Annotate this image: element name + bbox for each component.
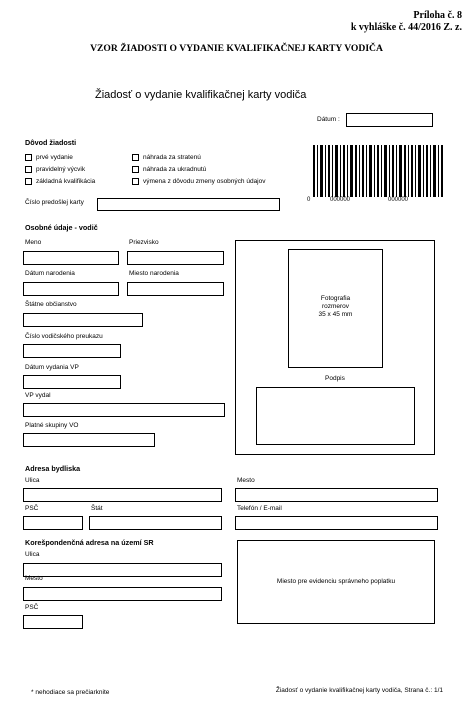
birth-date-field[interactable]	[23, 282, 119, 296]
barcode	[311, 145, 444, 197]
photo-text	[288, 295, 383, 319]
residence-street-field[interactable]	[23, 488, 222, 502]
first-name-label: Meno	[25, 239, 42, 246]
correspondence-street-label: Ulica	[25, 551, 40, 558]
checkbox-data-change[interactable]	[132, 178, 139, 185]
correspondence-section-title: Korešpondenčná adresa na území SR	[25, 538, 154, 547]
option-basic-qualification-label: základná kvalifikácia	[36, 178, 96, 185]
issued-by-label: VP vydal	[25, 392, 51, 399]
correspondence-city-label: Mesto	[25, 575, 43, 582]
option-data-change-label: výmena z dôvodu zmeny osobných údajov	[143, 178, 266, 185]
valid-groups-field[interactable]	[23, 433, 155, 447]
option-periodic-training-label: pravidelný výcvik	[36, 166, 86, 173]
form-title: Žiadosť o vydanie kvalifikačnej karty vodiča	[95, 89, 307, 101]
valid-groups-label: Platné skupiny VO	[25, 422, 79, 429]
surname-label: Priezvisko	[129, 239, 159, 246]
birth-place-field[interactable]	[127, 282, 224, 296]
signature-label: Podpis	[325, 375, 345, 382]
residence-state-label: Štát	[91, 505, 103, 512]
photo-line1: Fotografia	[320, 295, 351, 302]
barcode-group2: 000000	[388, 197, 409, 203]
residence-city-label: Mesto	[237, 477, 255, 484]
citizenship-label: Štátne občianstvo	[25, 301, 77, 308]
document-header-title: VZOR ŽIADOSTI O VYDANIE KVALIFIKAČNEJ KARTY VODIČA	[90, 43, 383, 54]
residence-zip-label: PSČ	[25, 505, 39, 512]
checkbox-replacement-stolen[interactable]	[132, 166, 139, 173]
signature-box[interactable]	[256, 387, 415, 445]
checkbox-basic-qualification[interactable]	[25, 178, 32, 185]
footer-note: * nehodiace sa prečiarknite	[31, 689, 110, 696]
checkbox-first-issue[interactable]	[25, 154, 32, 161]
residence-street-label: Ulica	[25, 477, 40, 484]
annex-reference	[351, 10, 462, 34]
checkbox-replacement-lost[interactable]	[132, 154, 139, 161]
correspondence-zip-field[interactable]	[23, 615, 83, 629]
personal-section-title: Osobné údaje - vodič	[25, 223, 98, 232]
option-replacement-lost-label: náhrada za stratenú	[143, 154, 201, 161]
photo-line3: 35 x 45 mm	[318, 311, 353, 318]
previous-card-label: Číslo predošlej karty	[25, 199, 84, 206]
annex-line2: k vyhláške č. 44/2016 Z. z.	[350, 22, 462, 33]
annex-line1: Príloha č. 8	[413, 10, 462, 21]
residence-phone-field[interactable]	[235, 516, 438, 530]
license-number-field[interactable]	[23, 344, 121, 358]
correspondence-zip-label: PSČ	[25, 604, 39, 611]
surname-field[interactable]	[127, 251, 224, 265]
previous-card-field[interactable]	[97, 198, 280, 211]
residence-city-field[interactable]	[235, 488, 438, 502]
correspondence-city-field[interactable]	[23, 587, 222, 601]
photo-line2: rozmerov	[321, 303, 350, 310]
first-name-field[interactable]	[23, 251, 119, 265]
checkbox-periodic-training[interactable]	[25, 166, 32, 173]
residence-section-title: Adresa bydliska	[25, 464, 81, 473]
license-issue-date-field[interactable]	[23, 375, 121, 389]
option-first-issue-label: prvé vydanie	[36, 154, 73, 161]
residence-state-field[interactable]	[89, 516, 222, 530]
option-replacement-stolen-label: náhrada za ukradnutú	[143, 166, 207, 173]
residence-phone-label: Telefón / E-mail	[237, 505, 282, 512]
date-label: Dátum :	[317, 116, 340, 123]
barcode-left-digit: 0	[307, 197, 311, 203]
citizenship-field[interactable]	[23, 313, 143, 327]
fee-record-label: Miesto pre evidenciu správneho poplatku	[276, 578, 396, 585]
fee-record-box[interactable]	[237, 540, 435, 624]
reason-section-title: Dôvod žiadosti	[25, 138, 77, 147]
correspondence-street-field[interactable]	[23, 563, 222, 577]
residence-zip-field[interactable]	[23, 516, 83, 530]
license-number-label: Číslo vodičského preukazu	[25, 333, 103, 340]
birth-date-label: Dátum narodenia	[25, 270, 75, 277]
footer-page-info: Žiadosť o vydanie kvalifikačnej karty vodiča, Strana č.: 1/1	[275, 687, 443, 694]
barcode-group1: 000000	[330, 197, 351, 203]
birth-place-label: Miesto narodenia	[129, 270, 179, 277]
date-field[interactable]	[346, 113, 433, 127]
license-issue-date-label: Dátum vydania VP	[25, 364, 79, 371]
issued-by-field[interactable]	[23, 403, 225, 417]
